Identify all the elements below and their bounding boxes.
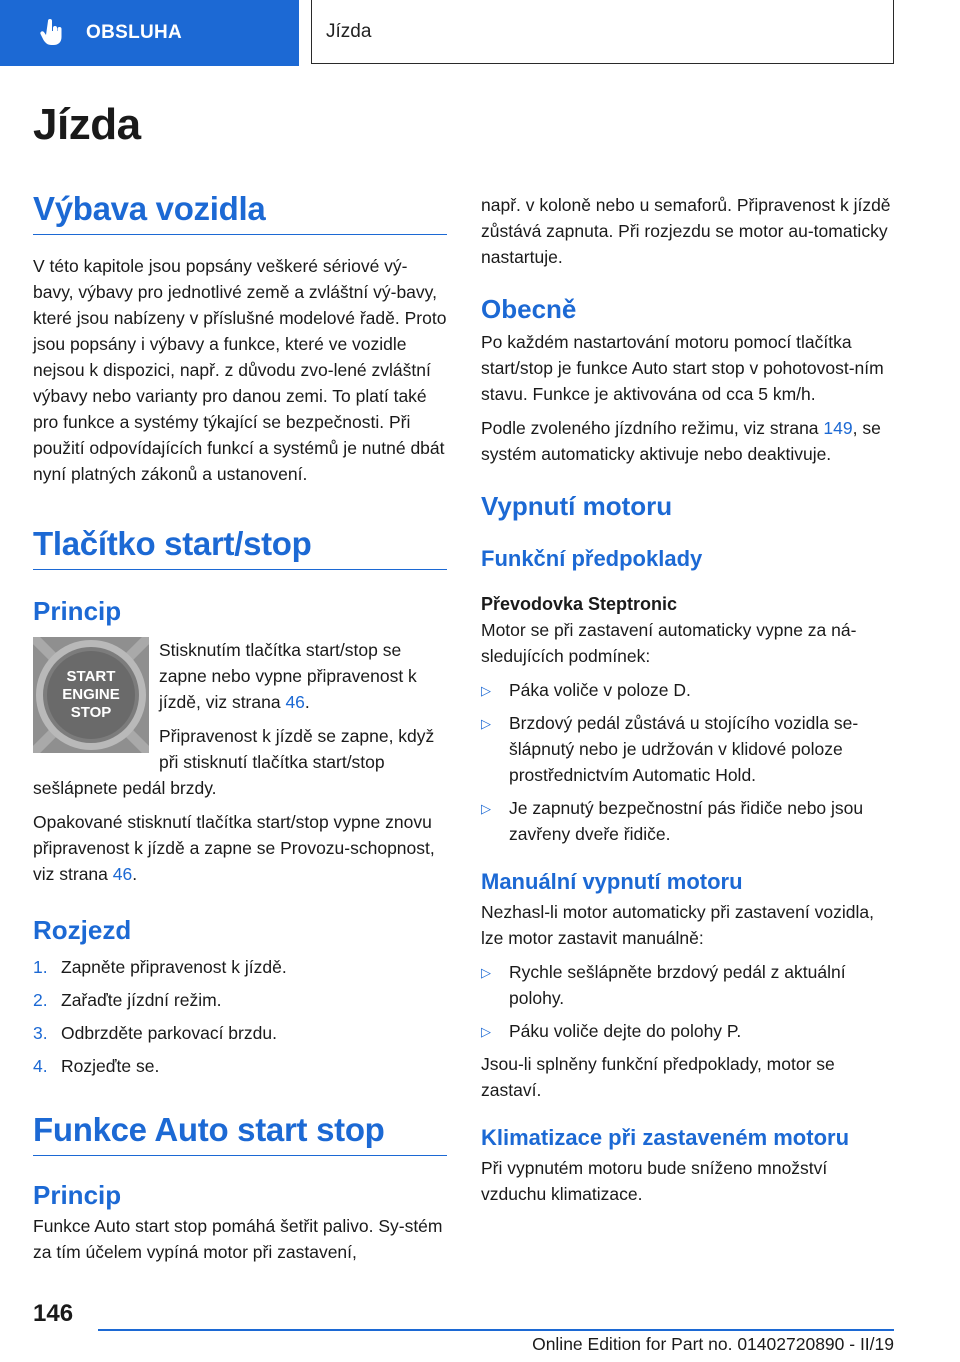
heading-obecne: Obecně — [481, 294, 577, 324]
heading-funkcni: Funkční předpoklady — [481, 546, 703, 571]
triangle-bullet-icon: ▷ — [481, 683, 491, 698]
conditions-list — [481, 677, 897, 847]
vybava-text: V této kapitole jsou popsány veškeré sériové vý-bavy, výbavy pro jednotlivé země a zvláštní vý-bavy, které jsou nabízeny v příslušné modelové řadě. Proto jsou popsány i výbavy a funkce, které ve vozidle nejsou k dispozici, např. z důvodu zvo-lené zvláštní výbavy nebo varianty pro danou zemi. To platí také pro funkce a systémy týkající se bezpečnosti. Při použití odpovídajících funkcí a systémů je nutné dbát nyní platných zákonů a ustanovení. — [33, 256, 447, 484]
page-link-46[interactable]: 46 — [285, 692, 305, 712]
page-link-149[interactable]: 149 — [823, 418, 853, 438]
heading-princip-tlacitko: Princip — [33, 596, 122, 626]
triangle-bullet-icon: ▷ — [481, 965, 491, 980]
chapter-tab[interactable] — [311, 0, 894, 64]
chapter-tab-label: Jízda — [326, 20, 372, 42]
heading-steptronic: Převodovka Steptronic — [481, 594, 678, 614]
page-link-46-b[interactable]: 46 — [112, 864, 133, 884]
hand-pointer-icon — [40, 19, 64, 47]
list-item: 3. Odbrzděte parkovací brzdu. — [33, 1023, 277, 1043]
rozjezd-steps — [33, 954, 447, 1079]
heading-rozjezd: Rozjezd — [33, 915, 132, 945]
list-item: ▷ Páku voliče dejte do polohy P. — [481, 1018, 897, 1044]
triangle-bullet-icon: ▷ — [481, 801, 491, 816]
heading-vypnuti: Vypnutí motoru — [481, 491, 673, 521]
tlacitko-p2: Připravenost k jízdě se zapne, když při stisknutí tlačítka start/stop sešlápnete pedál brzdy. — [33, 726, 435, 798]
right-column — [481, 192, 897, 1215]
page-title: Jízda — [33, 100, 141, 149]
heading-manual: Manuální vypnutí motoru — [481, 869, 743, 894]
manual-list — [481, 959, 897, 1044]
tlacitko-p3: Opakované stisknutí tlačítka start/stop vypne znovu připravenost k jízdě a zapne se Provozu-schopnost, viz strana 46. — [33, 812, 435, 884]
section-tab-label: OBSLUHA — [86, 22, 183, 43]
obecne-p2: Podle zvoleného jízdního režimu, viz strana 149, se systém automaticky aktivuje nebo deaktivuje. — [481, 418, 881, 464]
list-item: 4. Rozjeďte se. — [33, 1056, 160, 1076]
left-column — [33, 190, 447, 1273]
heading-princip-auto: Princip — [33, 1180, 122, 1210]
list-item: ▷ Rychle sešlápněte brzdový pedál z aktuální polohy. — [481, 962, 846, 1008]
start-stop-button-image — [33, 637, 149, 753]
heading-vybava: Výbava vozidla — [33, 190, 447, 235]
figure-label-3: STOP — [70, 704, 112, 721]
edition-text: Online Edition for Part no. 01402720890 - II/19 — [532, 1334, 894, 1354]
manual-text: Nezhasl-li motor automaticky při zastavení vozidla, lze motor zastavit manuálně: — [481, 902, 874, 948]
footer-divider — [98, 1329, 894, 1331]
list-item: ▷ Brzdový pedál zůstává u stojícího vozidla se-šlápnutý nebo je udržován v klidové poloze prostřednictvím Automatic Hold. — [481, 713, 859, 785]
list-item: ▷ Páka voliče v poloze D. — [481, 677, 897, 703]
triangle-bullet-icon: ▷ — [481, 1024, 491, 1039]
heading-klima: Klimatizace při zastaveném motoru — [481, 1125, 850, 1150]
list-item: 1. Zapněte připravenost k jízdě. — [33, 957, 287, 977]
figure-label-2: ENGINE — [62, 686, 120, 703]
section-tab[interactable] — [0, 0, 299, 66]
heading-tlacitko: Tlačítko start/stop — [33, 525, 447, 570]
auto-text: Funkce Auto start stop pomáhá šetřit palivo. Sy-stém za tím účelem vypíná motor při zastavení, — [33, 1216, 443, 1262]
list-item: ▷ Je zapnutý bezpečnostní pás řidiče nebo jsou zavřeny dveře řidiče. — [481, 798, 864, 844]
manual-result: Jsou-li splněny funkční předpoklady, motor se zastaví. — [481, 1054, 835, 1100]
continuation-text: např. v koloně nebo u semaforů. Připravenost k jízdě zůstává zapnuta. Při rozjezdu se motor au-tomaticky nastartuje. — [481, 195, 891, 267]
tlacitko-p1: Stisknutím tlačítka start/stop se zapne nebo vypne připravenost k jízdě, viz strana 46. — [159, 640, 417, 712]
steptronic-text: Motor se při zastavení automaticky vypne za ná-sledujících podmínek: — [481, 620, 857, 666]
page-number: 146 — [33, 1300, 74, 1327]
obecne-p1: Po každém nastartování motoru pomocí tlačítka start/stop je funkce Auto start stop v pohotovost-ním stavu. Funkce je aktivována od cca 5 km/h. — [481, 332, 884, 404]
heading-auto-start-stop: Funkce Auto start stop — [33, 1111, 447, 1156]
list-item: 2. Zařaďte jízdní režim. — [33, 990, 222, 1010]
figure-label-1: START — [66, 668, 116, 685]
klima-text: Při vypnutém motoru bude sníženo množství vzduchu klimatizace. — [481, 1158, 828, 1204]
triangle-bullet-icon: ▷ — [481, 716, 491, 731]
